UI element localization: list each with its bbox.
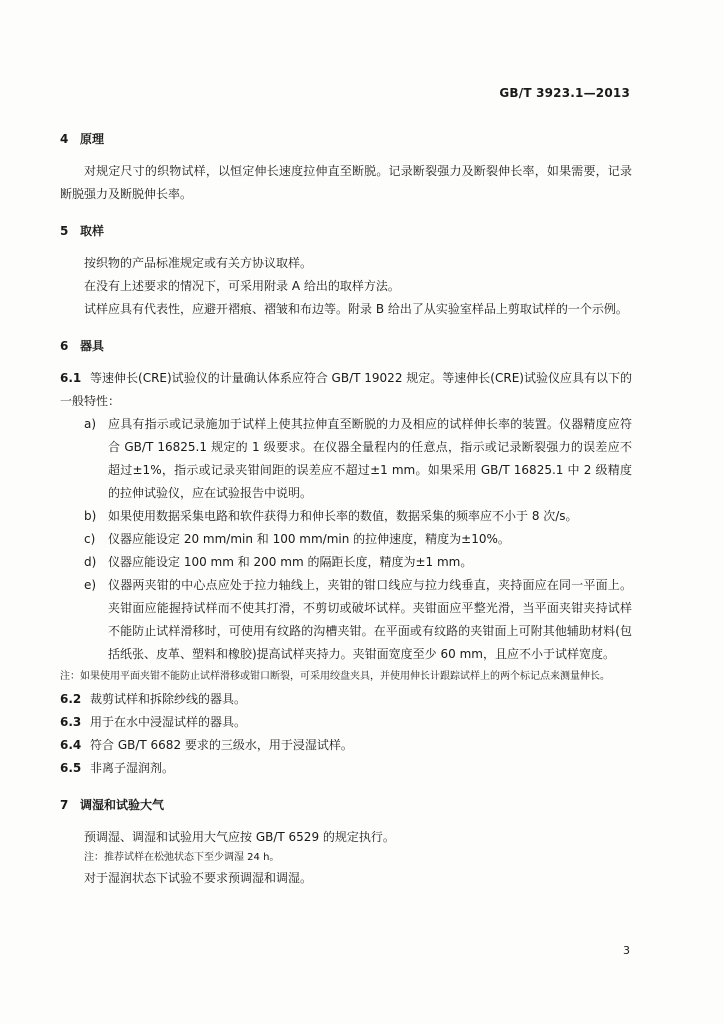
section-7-paragraph-1: 预调湿、调湿和试验用大气应按 GB/T 6529 的规定执行。 <box>84 830 395 844</box>
clause-6-3: 6.3 用于在水中浸湿试样的器具。 <box>60 715 247 729</box>
document-body <box>60 128 632 890</box>
clause-6-2: 6.2 裁剪试样和拆除纱线的器具。 <box>60 692 247 706</box>
section-7-heading: 7 调湿和试验大气 <box>60 798 165 812</box>
list-item: a) 应具有指示或记录施加于试样上使其拉伸直至断脱的力及相应的试样伸长率的装置。仪器精度应符合 GB/T 16825.1 规定的 1 级要求。在仪器全量程内的任意点，指示或记录断裂强力的误差应不超过±1%，指示或记录夹钳间距的误差应不超过±1 mm。如果采用 GB/T 16825.1 中 2 级精度的拉伸试验仪，应在试验报告中说明。 <box>84 417 632 500</box>
list-item: c) 仪器应能设定 20 mm/min 和 100 mm/min 的拉伸速度，精度为±10%。 <box>84 532 510 546</box>
page-number: 3 <box>623 944 630 957</box>
list-item: d) 仪器应能设定 100 mm 和 200 mm 的隔距长度，精度为±1 mm。 <box>84 555 473 569</box>
section-5-paragraph-2: 在没有上述要求的情况下，可采用附录 A 给出的取样方法。 <box>84 279 400 293</box>
section-7-paragraph-2: 对于湿润状态下试验不要求预调湿和调湿。 <box>84 871 313 885</box>
list-item: e) 仪器两夹钳的中心点应处于拉力轴线上，夹钳的钳口线应与拉力线垂直，夹持面应在同一平面上。夹钳面应能握持试样而不使其打滑，不剪切或破坏试样。夹钳面应平整光滑，当平面夹钳夹持试样不能防止试样滑移时，可使用有纹路的沟槽夹钳。在平面或有纹路的夹钳面上可附其他辅助材料(包括纸张、皮革、塑料和橡胶)提高试样夹持力。夹钳面宽度至少 60 mm，且应不小于试样宽度。 <box>84 578 632 661</box>
list-item: b) 如果使用数据采集电路和软件获得力和伸长率的数值，数据采集的频率应不小于 8 次/s。 <box>84 509 578 523</box>
section-7-note: 注：推荐试样在松弛状态下至少调湿 24 h。 <box>84 852 280 863</box>
section-4-paragraph: 对规定尺寸的织物试样，以恒定伸长速度拉伸直至断脱。记录断裂强力及断裂伸长率，如果需要，记录断脱强力及断脱伸长率。 <box>60 164 632 201</box>
clause-6-1: 6.1 等速伸长(CRE)试验仪的计量确认体系应符合 GB/T 19022 规定。等速伸长(CRE)试验仪应具有以下的一般特性： <box>60 371 632 408</box>
standard-number: GB/T 3923.1—2013 <box>499 86 630 100</box>
clause-6-5: 6.5 非离子湿润剂。 <box>60 761 175 775</box>
section-6-note: 注：如果使用平面夹钳不能防止试样滑移或钳口断裂，可采用绞盘夹具，并使用伸长计跟踪试样上的两个标记点来测量伸长。 <box>60 671 610 682</box>
section-5-paragraph-3: 试样应具有代表性，应避开褶痕、褶皱和布边等。附录 B 给出了从实验室样品上剪取试样的一个示例。 <box>84 302 628 316</box>
section-5-heading: 5 取样 <box>60 224 105 238</box>
section-6-heading: 6 器具 <box>60 339 105 353</box>
clause-6-4: 6.4 符合 GB/T 6682 要求的三级水，用于浸湿试样。 <box>60 738 353 752</box>
section-5-paragraph-1: 按织物的产品标准规定或有关方协议取样。 <box>84 256 313 270</box>
section-4-heading: 4 原理 <box>60 132 105 146</box>
apparatus-requirements-list <box>60 413 632 666</box>
